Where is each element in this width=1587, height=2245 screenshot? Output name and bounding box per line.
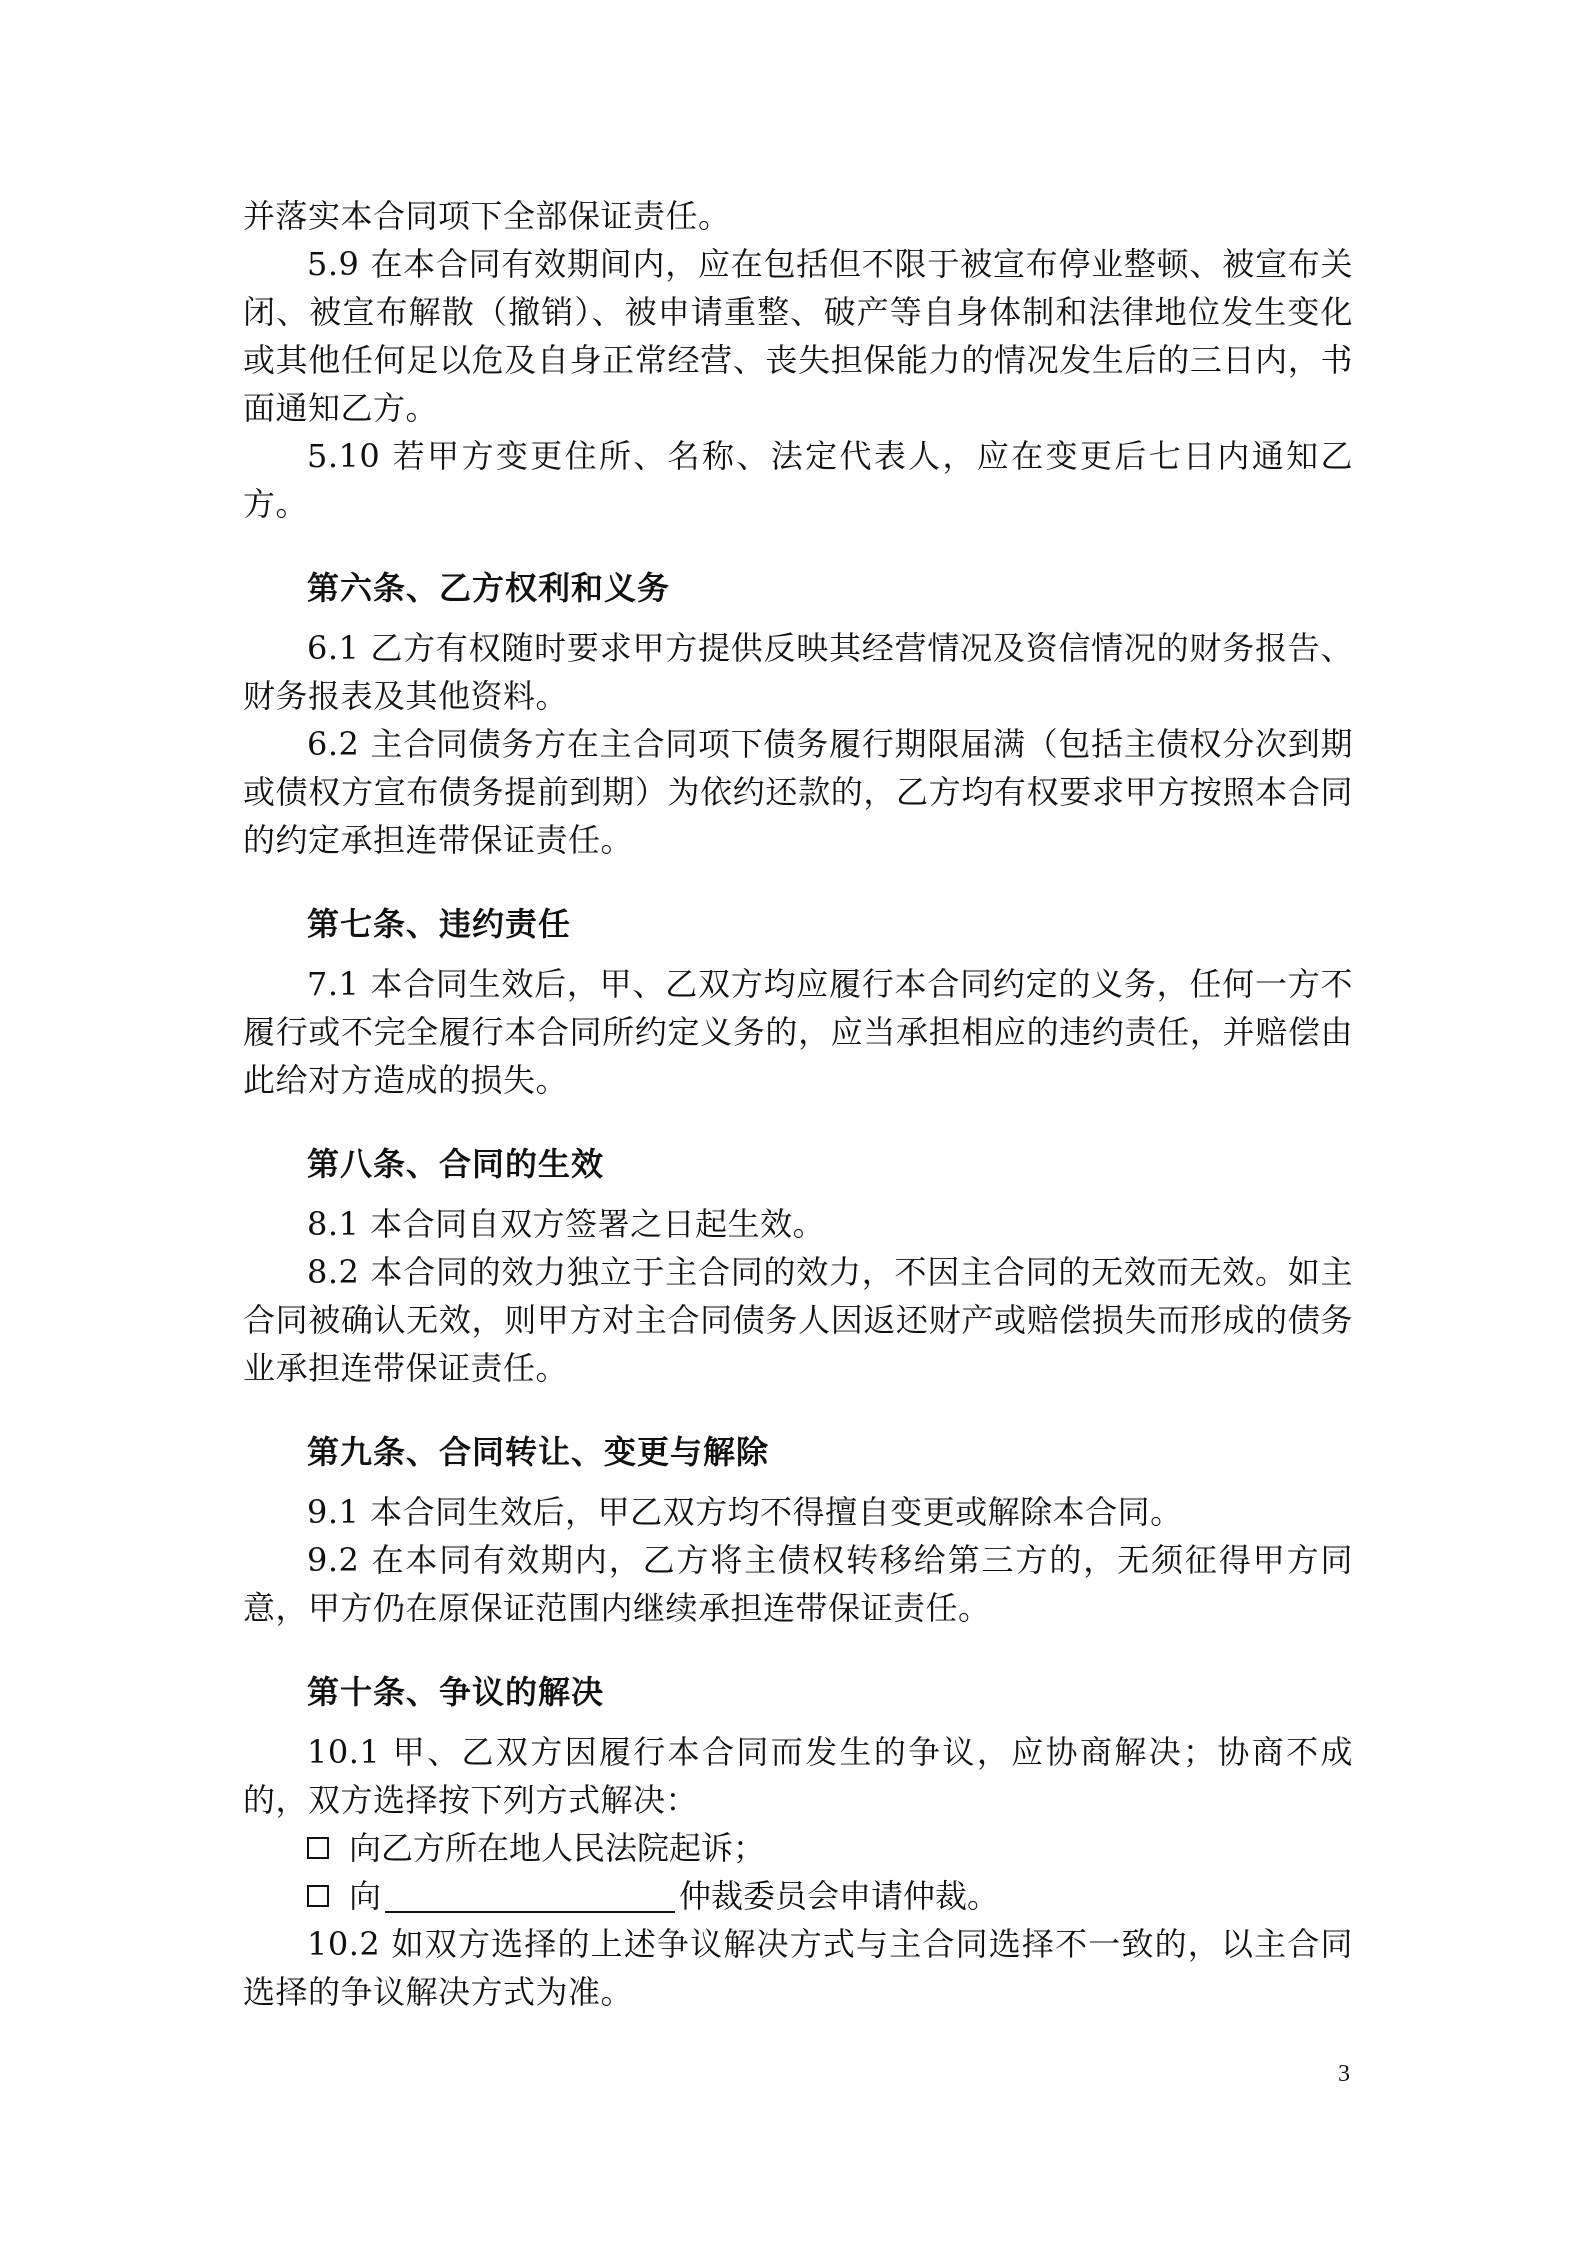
- article-7-heading: 第七条、违约责任: [307, 905, 572, 943]
- clause-6-2: 6.2 主合同债务方在主合同项下债务履行期限届满（包括主债权分次到期或债权方宣布债务提前到期）为依约还款的，乙方均有权要求甲方按照本合同的约定承担连带保证责任。: [243, 725, 1353, 859]
- clause-5-10: 5.10 若甲方变更住所、名称、法定代表人，应在变更后七日内通知乙方。: [243, 437, 1353, 523]
- clause-8-2: 8.2 本合同的效力独立于主合同的效力，不因主合同的无效而无效。如主合同被确认无效，则甲方对主合同债务人因返还财产或赔偿损失而形成的债务业承担连带保证责任。: [243, 1253, 1353, 1387]
- article-8-heading: 第八条、合同的生效: [307, 1145, 605, 1183]
- option-arbitration-suffix: 仲裁委员会申请仲裁。: [679, 1877, 1000, 1915]
- clause-9-2: 9.2 在本同有效期内，乙方将主债权转移给第三方的，无须征得甲方同意，甲方仍在原保证范围内继续承担连带保证责任。: [243, 1541, 1353, 1627]
- clause-8-1: 8.1 本合同自双方签署之日起生效。: [307, 1205, 826, 1243]
- clause-9-1: 9.1 本合同生效后，甲乙双方均不得擅自变更或解除本合同。: [307, 1493, 1183, 1531]
- checkbox-court[interactable]: [307, 1837, 329, 1859]
- clause-6-1: 6.1 乙方有权随时要求甲方提供反映其经营情况及资信情况的财务报告、财务报表及其他资料。: [243, 629, 1353, 715]
- continuation-text: 并落实本合同项下全部保证责任。: [243, 197, 731, 235]
- clause-10-1: 10.1 甲、乙双方因履行本合同而发生的争议，应协商解决；协商不成的，双方选择按下列方式解决：: [243, 1733, 1353, 1819]
- article-10-heading: 第十条、争议的解决: [307, 1673, 605, 1711]
- article-6-heading: 第六条、乙方权利和义务: [307, 569, 671, 607]
- dispute-option-court[interactable]: [243, 1824, 1353, 1872]
- dispute-option-arbitration[interactable]: [243, 1872, 1353, 1920]
- option-arbitration-prefix: 向: [349, 1877, 382, 1915]
- option-court-label: 向乙方所在地人民法院起诉；: [349, 1829, 766, 1867]
- clause-10-2: 10.2 如双方选择的上述争议解决方式与主合同选择不一致的，以主合同选择的争议解决方式为准。: [243, 1925, 1353, 2011]
- page-number: 3: [1338, 2061, 1350, 2087]
- arbitration-commission-blank[interactable]: [385, 1879, 675, 1913]
- article-9-heading: 第九条、合同转让、变更与解除: [307, 1433, 770, 1471]
- document-body: [243, 192, 1353, 2016]
- clause-5-9: 5.9 在本合同有效期间内，应在包括但不限于被宣布停业整顿、被宣布关闭、被宣布解散（撤销）、被申请重整、破产等自身体制和法律地位发生变化或其他任何足以危及自身正常经营、丧失担保能力的情况发生后的三日内，书面通知乙方。: [243, 245, 1353, 427]
- clause-7-1: 7.1 本合同生效后，甲、乙双方均应履行本合同约定的义务，任何一方不履行或不完全履行本合同所约定义务的，应当承担相应的违约责任，并赔偿由此给对方造成的损失。: [243, 965, 1353, 1099]
- checkbox-arbitration[interactable]: [307, 1885, 329, 1907]
